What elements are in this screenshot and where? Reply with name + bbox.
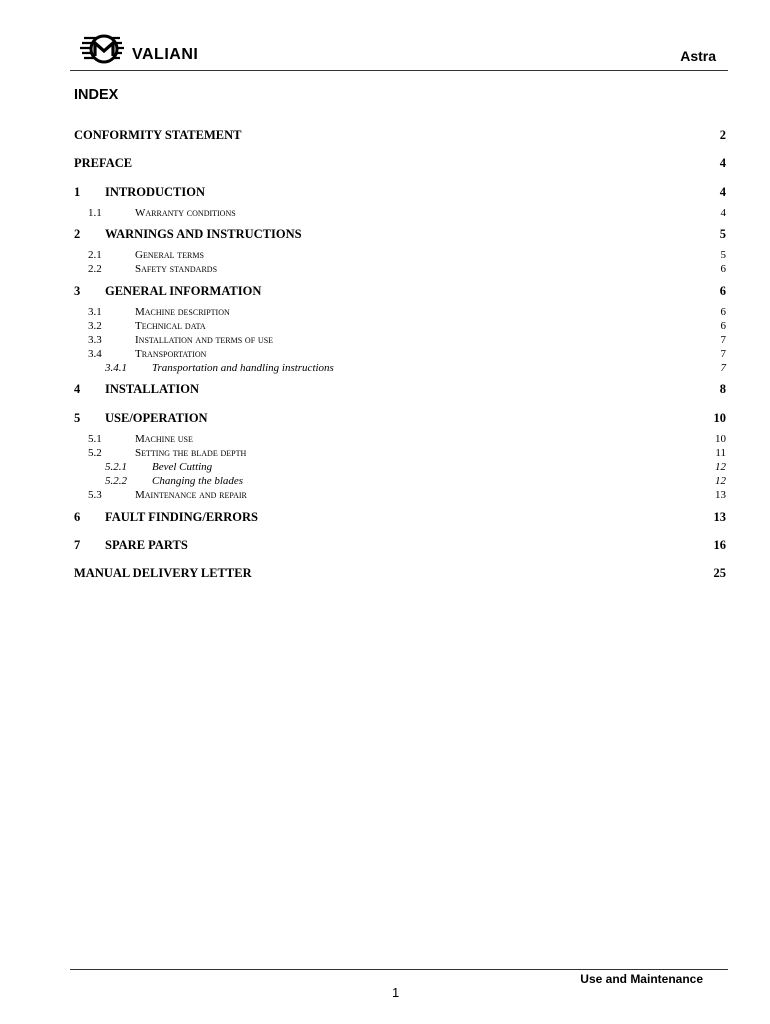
toc-entry-number: 5.2.1 xyxy=(105,461,127,473)
toc-entry-number: 5.2 xyxy=(88,447,102,459)
toc-entry-title: Machine description xyxy=(135,306,230,318)
toc-entry[interactable] xyxy=(74,227,726,242)
toc-entry[interactable] xyxy=(74,334,726,346)
toc-entry-title: Bevel Cutting xyxy=(152,461,213,473)
toc-entry-title: INTRODUCTION xyxy=(105,185,206,199)
toc-entry[interactable] xyxy=(74,249,726,261)
toc-entry-number: 5.2.2 xyxy=(105,475,127,487)
toc-entry[interactable] xyxy=(74,489,726,501)
toc-entry-number: 1.1 xyxy=(88,207,102,219)
toc-entry[interactable] xyxy=(74,207,726,219)
toc-entry-title: CONFORMITY STATEMENT xyxy=(74,128,242,142)
toc-entry-number: 3.1 xyxy=(88,306,102,318)
toc-entry-title: WARNINGS AND INSTRUCTIONS xyxy=(105,227,302,241)
toc-entry-number: 3.3 xyxy=(88,334,102,346)
toc-entry-title: Transportation xyxy=(135,348,207,360)
toc-entry-page: 2 xyxy=(719,128,726,142)
toc-entry-page: 4 xyxy=(720,207,726,219)
toc-entry[interactable] xyxy=(74,475,726,487)
toc-entry-number: 1 xyxy=(74,185,81,199)
page-header xyxy=(70,32,728,71)
toc-entry-number: 7 xyxy=(74,538,81,552)
toc-entry-page: 4 xyxy=(719,185,726,199)
toc-entry-title: PREFACE xyxy=(74,156,133,170)
toc-entry-page: 12 xyxy=(715,475,726,487)
toc-entry[interactable] xyxy=(74,362,726,374)
toc-entry-page: 5 xyxy=(719,227,726,241)
index-title: INDEX xyxy=(74,87,119,103)
toc-entry[interactable] xyxy=(74,263,726,275)
toc-entry-page: 13 xyxy=(715,489,726,501)
toc-entry-page: 7 xyxy=(720,348,726,360)
toc-entry-page: 12 xyxy=(715,461,726,473)
toc-entry-page: 5 xyxy=(720,249,726,261)
toc-entry[interactable] xyxy=(74,306,726,318)
toc-entry-number: 3.2 xyxy=(88,320,102,332)
toc-entry-page: 7 xyxy=(720,362,726,374)
toc-entry-page: 6 xyxy=(719,284,726,298)
toc-entry-title: SPARE PARTS xyxy=(105,538,188,552)
toc-entry-page: 10 xyxy=(713,411,726,425)
toc-entry-title: FAULT FINDING/ERRORS xyxy=(105,510,258,524)
toc-entry-title: Technical data xyxy=(135,320,206,332)
toc-entry[interactable] xyxy=(74,510,726,525)
toc-entry[interactable] xyxy=(74,566,726,581)
toc-entry-page: 8 xyxy=(719,382,726,396)
toc-entry-number: 3 xyxy=(74,284,81,298)
toc-entry[interactable] xyxy=(74,185,726,200)
toc-entry[interactable] xyxy=(74,433,726,445)
toc-entry[interactable] xyxy=(74,156,726,171)
toc-entry-page: 13 xyxy=(713,510,726,524)
toc-entry[interactable] xyxy=(74,411,726,426)
page-number: 1 xyxy=(392,985,400,1000)
toc-entry-title: INSTALLATION xyxy=(105,382,200,396)
brand-name: VALIANI xyxy=(132,46,199,63)
toc-entry-number: 2 xyxy=(74,227,81,241)
toc-entry-title: Setting the blade depth xyxy=(135,447,247,459)
toc-entry-number: 4 xyxy=(74,382,81,396)
footer-divider xyxy=(70,969,728,970)
toc-entry-title: Maintenance and repair xyxy=(135,489,247,501)
toc-entry-number: 5.1 xyxy=(88,433,102,445)
model-name: Astra xyxy=(680,48,716,64)
toc-entry[interactable] xyxy=(74,348,726,360)
toc-entry[interactable] xyxy=(74,320,726,332)
toc-entry[interactable] xyxy=(74,128,726,143)
toc-entry-title: Warranty conditions xyxy=(135,207,236,219)
toc-entry-number: 2.1 xyxy=(88,249,102,261)
toc-entry-page: 6 xyxy=(720,306,726,318)
footer-title: Use and Maintenance xyxy=(580,972,703,986)
toc-entry-number: 6 xyxy=(74,510,81,524)
toc-entry-number: 2.2 xyxy=(88,263,102,275)
toc-entry[interactable] xyxy=(74,284,726,299)
toc-entry-page: 4 xyxy=(719,156,726,170)
toc-entry[interactable] xyxy=(74,447,726,459)
toc-entry-title: Safety standards xyxy=(135,263,218,275)
toc-entry-page: 10 xyxy=(715,433,726,445)
toc-entry-title: USE/OPERATION xyxy=(105,411,208,425)
toc-entry-number: 5.3 xyxy=(88,489,102,501)
toc-entry-page: 6 xyxy=(720,263,726,275)
toc-entry-title: GENERAL INFORMATION xyxy=(105,284,262,298)
toc-entry-page: 25 xyxy=(713,566,726,580)
toc-entry-title: Transportation and handling instructions xyxy=(152,362,334,374)
toc-entry-title: Machine use xyxy=(135,433,193,445)
toc-entry-title: MANUAL DELIVERY LETTER xyxy=(74,566,252,580)
toc-entry-number: 3.4 xyxy=(88,348,102,360)
toc-entry[interactable] xyxy=(74,538,726,553)
toc-entry-title: Installation and terms of use xyxy=(135,334,274,346)
toc-entry[interactable] xyxy=(74,461,726,473)
toc-entry-title: Changing the blades xyxy=(152,475,244,487)
toc-entry-page: 7 xyxy=(720,334,726,346)
toc-entry[interactable] xyxy=(74,382,726,397)
toc-entry-page: 16 xyxy=(713,538,726,552)
toc-entry-page: 11 xyxy=(715,447,726,459)
toc-entry-number: 3.4.1 xyxy=(105,362,127,374)
toc-entry-number: 5 xyxy=(74,411,81,425)
toc-entry-page: 6 xyxy=(720,320,726,332)
toc-entry-title: General terms xyxy=(135,249,204,261)
valiani-logo-icon xyxy=(80,32,126,66)
